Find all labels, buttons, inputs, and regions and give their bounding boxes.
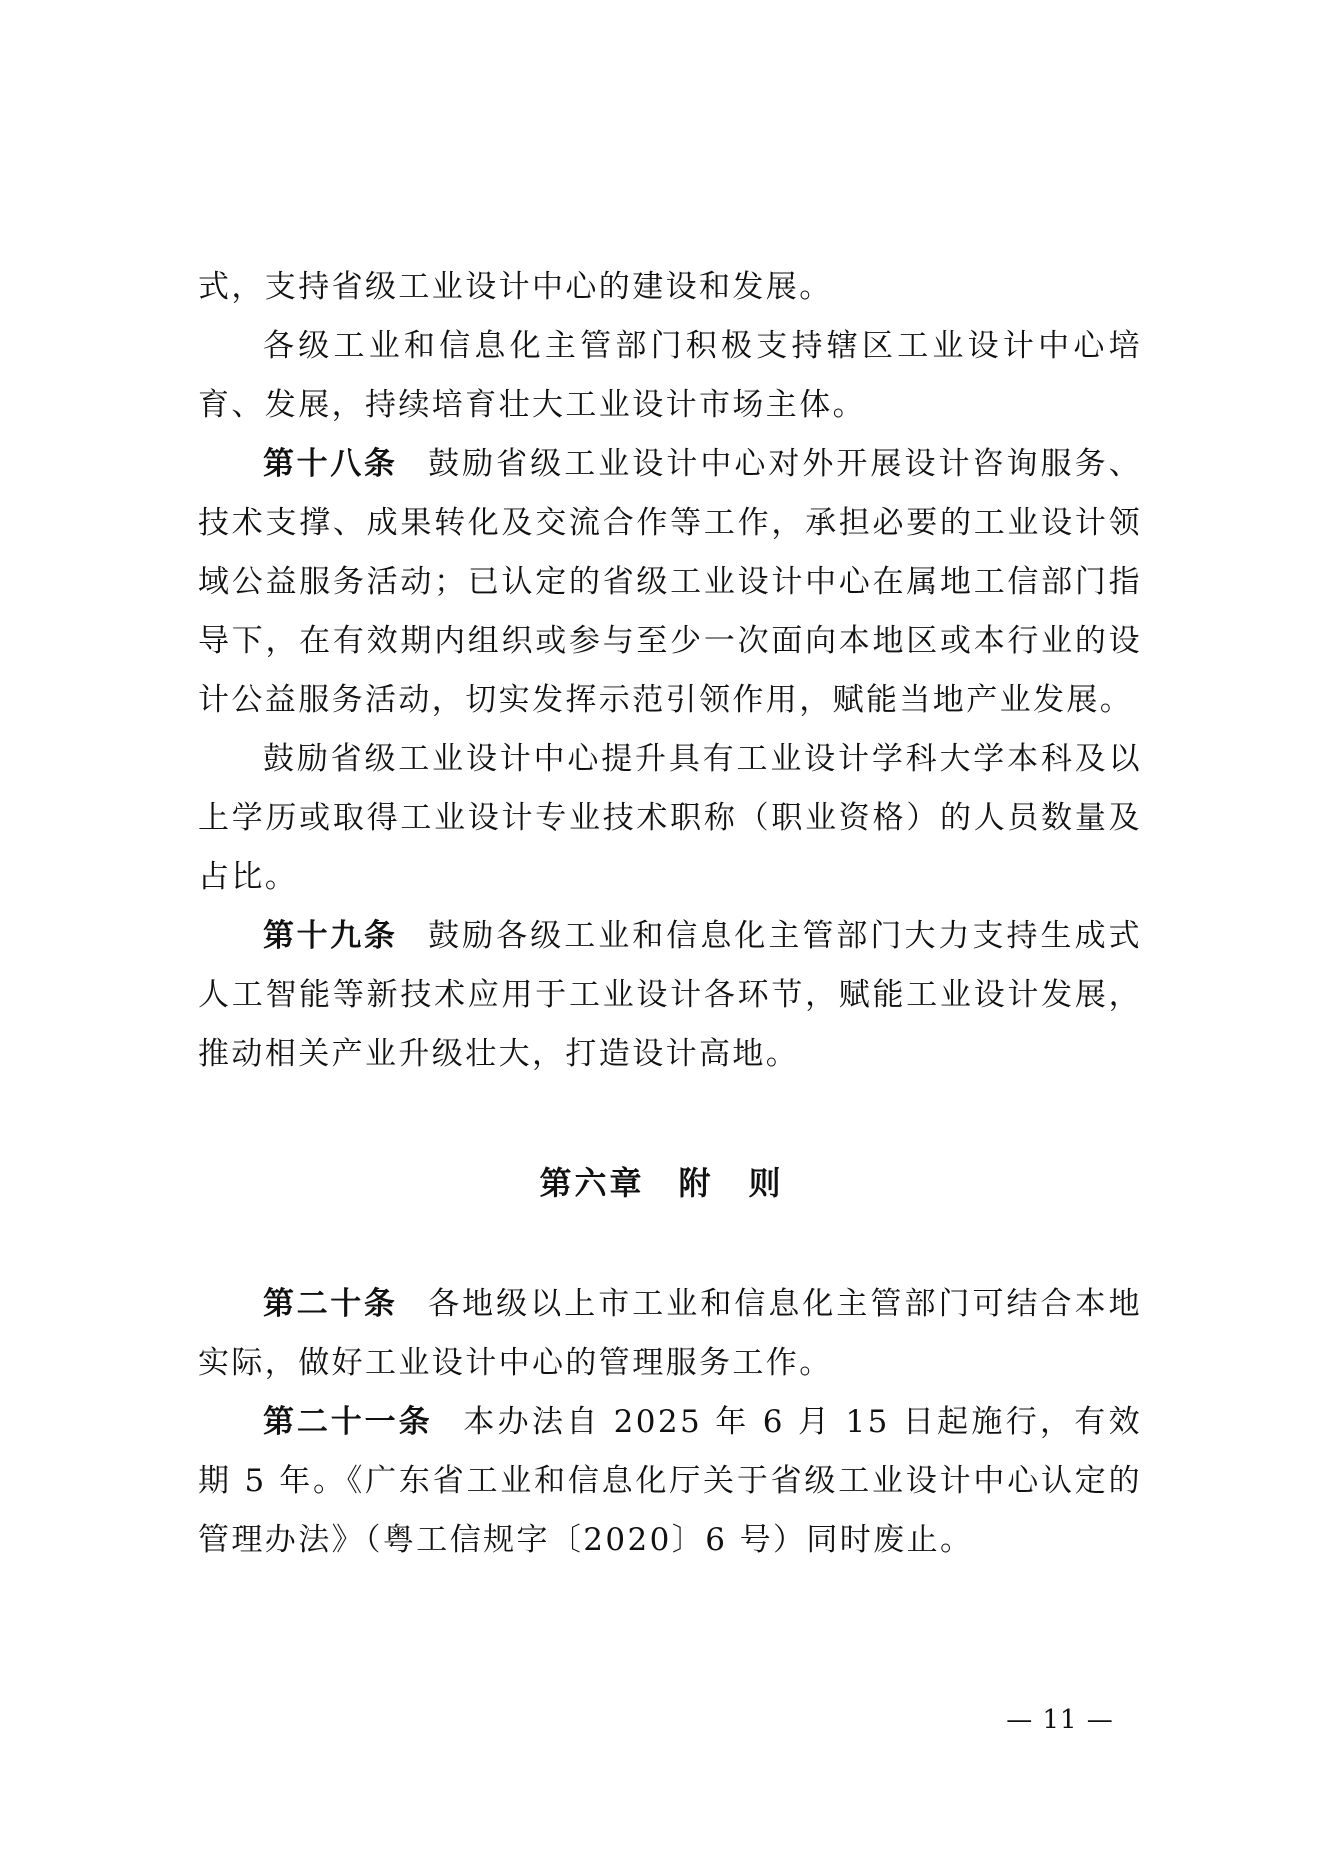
paragraph-text: 各级工业和信息化主管部门积极支持辖区工业设计中心培育、发展，持续培育壮大工业设计市场主体。 <box>198 328 1142 423</box>
article-20 <box>198 1275 1142 1393</box>
paragraph-personnel <box>198 730 1142 907</box>
article-number: 第十九条 <box>263 918 398 954</box>
paragraph-text: 鼓励省级工业设计中心提升具有工业设计学科大学本科及以上学历或取得工业设计专业技术职称（职业资格）的人员数量及占比。 <box>198 741 1142 895</box>
article-18 <box>198 435 1142 730</box>
chapter-number: 第六章 <box>539 1164 645 1202</box>
chapter-title-text: 附 则 <box>678 1164 784 1202</box>
page-number: — 11 — <box>1006 1705 1114 1735</box>
article-number: 第二十条 <box>263 1286 398 1322</box>
chapter-heading <box>0 1158 1323 1204</box>
paragraph-local-support <box>198 317 1142 435</box>
paragraph-text: 式，支持省级工业设计中心的建设和发展。 <box>198 269 833 305</box>
paragraph-continuation <box>198 258 1142 317</box>
article-21 <box>198 1393 1142 1570</box>
article-number: 第十八条 <box>263 446 398 482</box>
article-text: 本办法自 2025 年 6 月 15 日起施行，有效期 5 年。《广东省工业和信息化厅关于省级工业设计中心认定的管理办法》（粤工信规字〔2020〕6 号）同时废止。 <box>198 1404 1142 1558</box>
article-text: 各地级以上市工业和信息化主管部门可结合本地实际，做好工业设计中心的管理服务工作。 <box>198 1286 1142 1381</box>
article-number: 第二十一条 <box>263 1404 433 1440</box>
article-19 <box>198 907 1142 1084</box>
article-text: 鼓励省级工业设计中心对外开展设计咨询服务、技术支撑、成果转化及交流合作等工作，承担必要的工业设计领域公益服务活动；已认定的省级工业设计中心在属地工信部门指导下，在有效期内组织或参与至少一次面向本地区或本行业的设计公益服务活动，切实发挥示范引领作用，赋能当地产业发展。 <box>198 446 1142 718</box>
article-text: 鼓励各级工业和信息化主管部门大力支持生成式人工智能等新技术应用于工业设计各环节，赋能工业设计发展，推动相关产业升级壮大，打造设计高地。 <box>198 918 1142 1072</box>
